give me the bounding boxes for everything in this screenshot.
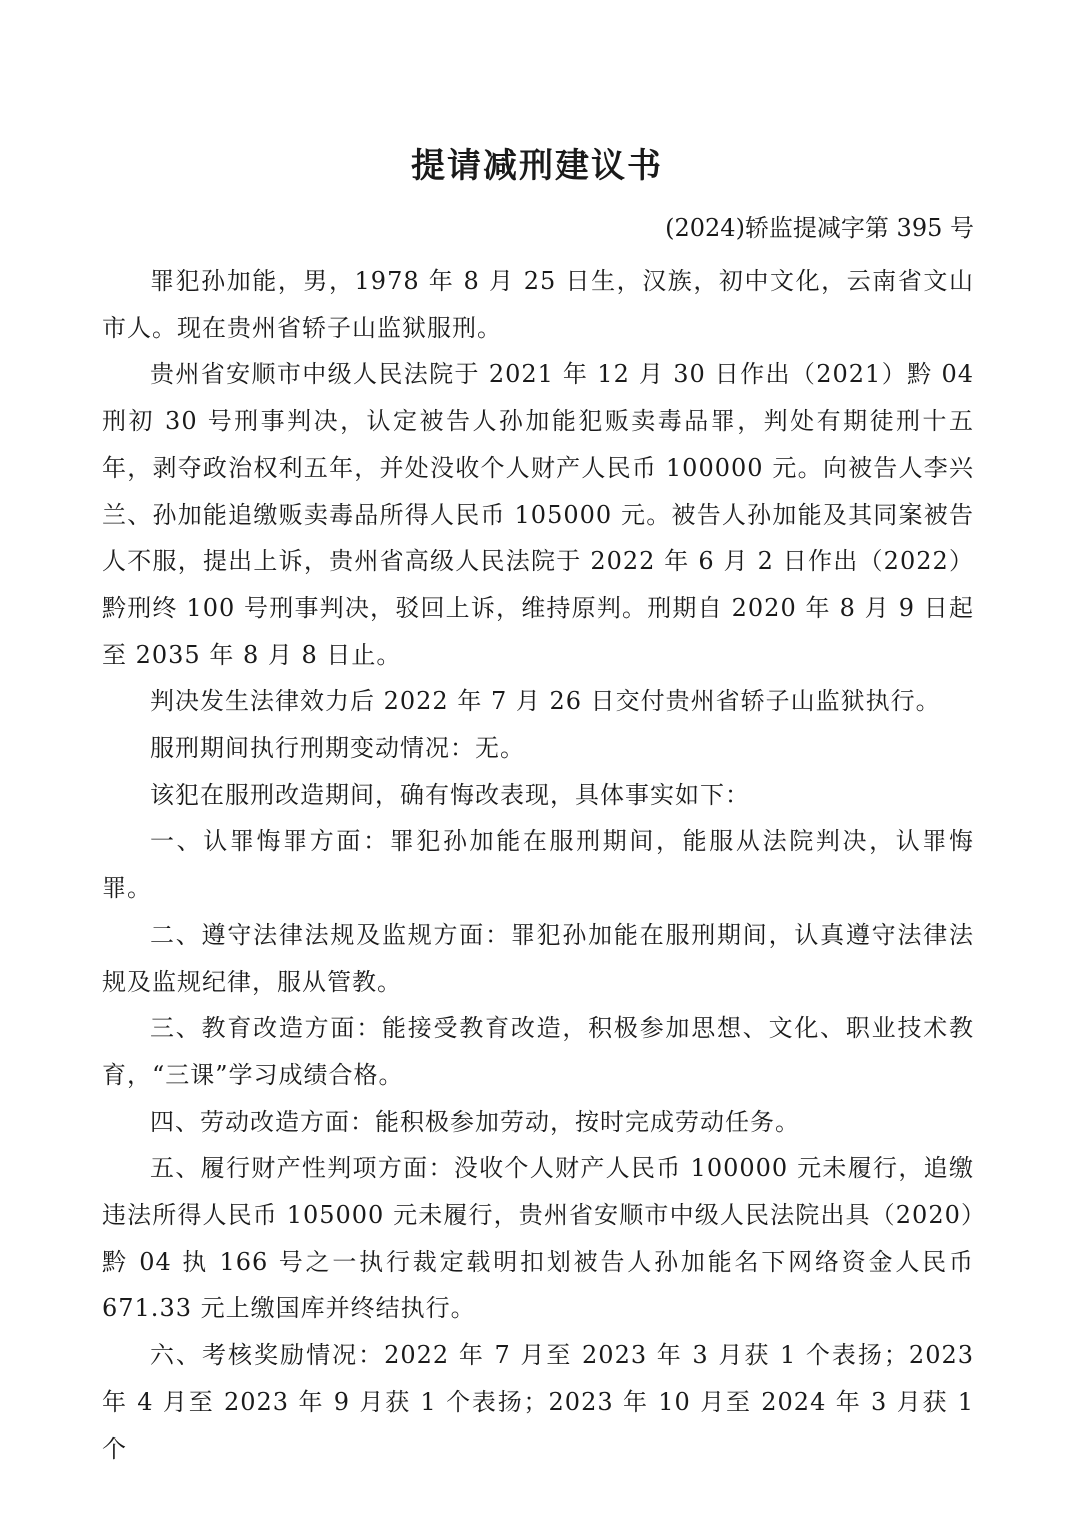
- paragraph-item-1: 一、认罪悔罪方面：罪犯孙加能在服刑期间，能服从法院判决，认罪悔罪。: [102, 827, 974, 903]
- document-number: (2024)轿监提减字第 395 号: [665, 214, 974, 242]
- paragraph-criminal-info: 罪犯孙加能，男，1978 年 8 月 25 日生，汉族，初中文化，云南省文山市人。现在贵州省轿子山监狱服刑。: [102, 267, 974, 342]
- paragraph-item-4: 四、劳动改造方面：能积极参加劳动，按时完成劳动任务。: [150, 1107, 800, 1136]
- paragraph-item-6: 六、考核奖励情况：2022 年 7 月至 2023 年 3 月获 1 个表扬；2023 年 4 月至 2023 年 9 月获 1 个表扬；2023 年 10 月至 2024 年 3 月获 1 个: [102, 1341, 974, 1463]
- paragraph-item-5: 五、履行财产性判项方面：没收个人财产人民币 100000 元未履行，追缴违法所得人民币 105000 元未履行，贵州省安顺市中级人民法院出具（2020）黔 04 执 166 号之一执行裁定载明扣划被告人孙加能名下网络资金人民币 671.33 元上缴国库并终结执行。: [102, 1154, 974, 1323]
- paragraph-item-2: 二、遵守法律法规及监规方面：罪犯孙加能在服刑期间，认真遵守法律法规及监规纪律，服从管教。: [102, 920, 974, 996]
- document-body: [102, 258, 974, 1472]
- paragraph-delivery: 判决发生法律效力后 2022 年 7 月 26 日交付贵州省轿子山监狱执行。: [150, 687, 941, 716]
- document-title: 提请减刑建议书: [411, 146, 663, 186]
- paragraph-judgment: 贵州省安顺市中级人民法院于 2021 年 12 月 30 日作出（2021）黔 04 刑初 30 号刑事判决，认定被告人孙加能犯贩卖毒品罪，判处有期徒刑十五年，剥夺政治权利五年，并处没收个人财产人民币 100000 元。向被告人李兴兰、孙加能追缴贩卖毒品所得人民币 105000 元。被告人孙加能及其同案被告人不服，提出上诉，贵州省高级人民法院于 2022 年 6 月 2 日作出（2022）黔刑终 100 号刑事判决，驳回上诉，维持原判。刑期自 2020 年 8 月 9 日起至 2035 年 8 月 8 日止。: [102, 360, 974, 669]
- paragraph-item-3: 三、教育改造方面：能接受教育改造，积极参加思想、文化、职业技术教育，“三课”学习成绩合格。: [102, 1014, 974, 1089]
- paragraph-sentence-changes: 服刑期间执行刑期变动情况：无。: [150, 734, 525, 763]
- paragraph-repentance-intro: 该犯在服刑改造期间，确有悔改表现，具体事实如下：: [150, 780, 750, 809]
